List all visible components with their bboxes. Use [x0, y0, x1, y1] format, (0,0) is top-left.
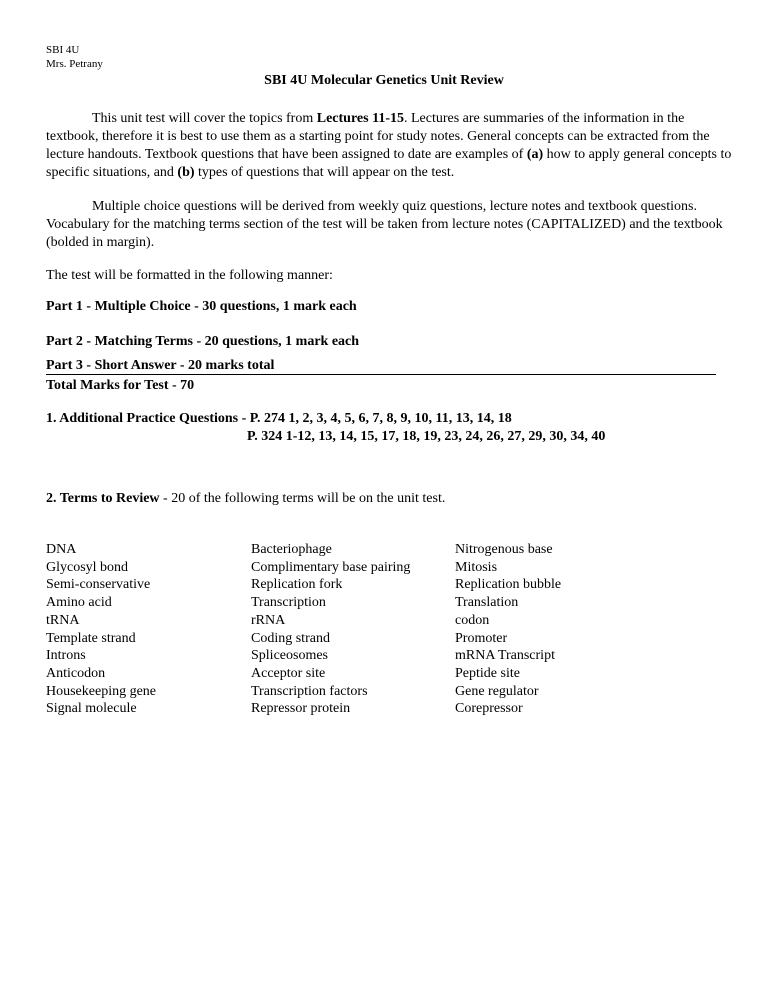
term: Corepressor	[455, 701, 523, 717]
term: Complimentary base pairing	[251, 559, 411, 575]
term: Semi-conservative	[46, 577, 151, 593]
term: Acceptor site	[251, 665, 326, 681]
term: rRNA	[251, 612, 286, 628]
term: Mitosis	[455, 559, 498, 575]
terms-column-2	[251, 541, 410, 718]
term: Signal molecule	[46, 701, 137, 717]
term: Repressor protein	[251, 701, 351, 717]
term: tRNA	[46, 612, 80, 628]
course-code: SBI 4U	[46, 44, 80, 56]
term: Replication bubble	[455, 577, 562, 593]
term: Coding strand	[251, 630, 330, 646]
format-intro: The test will be formatted in the following manner:	[46, 268, 333, 283]
part-2: Part 2 - Matching Terms - 20 questions, 1 mark each	[46, 334, 360, 349]
term: Glycosyl bond	[46, 559, 129, 575]
term: Transcription	[251, 595, 326, 611]
divider-rule	[46, 374, 716, 375]
multiple-choice-paragraph: Multiple choice questions will be derived from weekly quiz questions, lecture notes and textbook questions. Vocabulary for the matching terms section of the test will be taken from lecture notes (CAPITALIZED) and the textbook (bolded in margin).	[46, 199, 723, 250]
term: Amino acid	[46, 595, 112, 611]
intro-paragraph: This unit test will cover the topics from Lectures 11-15. Lectures are summaries of the information in the textbook, therefore it is best to use them as a starting point for study notes. General concepts can be extracted from the lecture handouts. Textbook questions that have been assigned to date are examples of (a) how to apply general concepts to specific situations, and (b) types of questions that will appear on the test.	[46, 111, 732, 180]
practice-questions-line-2: P. 324 1-12, 13, 14, 15, 17, 18, 19, 23, 24, 26, 27, 29, 30, 34, 40	[247, 429, 606, 444]
term: Spliceosomes	[251, 648, 328, 664]
term: Housekeeping gene	[46, 683, 157, 699]
teacher-name: Mrs. Petrany	[46, 58, 103, 70]
terms-column-3	[455, 541, 561, 718]
term: Replication fork	[251, 577, 343, 593]
term: DNA	[46, 542, 77, 557]
term: Bacteriophage	[251, 542, 332, 557]
term: Translation	[455, 595, 519, 611]
page-title: SBI 4U Molecular Genetics Unit Review	[264, 73, 504, 88]
practice-questions-line-1: 1. Additional Practice Questions - P. 274 1, 2, 3, 4, 5, 6, 7, 8, 9, 10, 11, 13, 14, 18	[46, 411, 512, 426]
term: Nitrogenous base	[455, 542, 553, 557]
term: Peptide site	[455, 665, 520, 681]
term: Transcription factors	[251, 683, 368, 699]
term: Gene regulator	[455, 683, 539, 699]
terms-heading: 2. Terms to Review - 20 of the following terms will be on the unit test.	[46, 491, 446, 506]
term: Anticodon	[46, 665, 106, 681]
term: mRNA Transcript	[455, 648, 555, 664]
term: codon	[455, 612, 490, 628]
part-1: Part 1 - Multiple Choice - 30 questions, 1 mark each	[46, 299, 357, 314]
part-3: Part 3 - Short Answer - 20 marks total	[46, 358, 275, 373]
term: Introns	[46, 648, 86, 664]
terms-column-1	[46, 541, 156, 718]
lectures-range: Lectures 11-15	[316, 111, 404, 126]
total-marks: Total Marks for Test - 70	[46, 378, 195, 393]
term: Template strand	[46, 630, 136, 646]
term: Promoter	[455, 630, 508, 646]
